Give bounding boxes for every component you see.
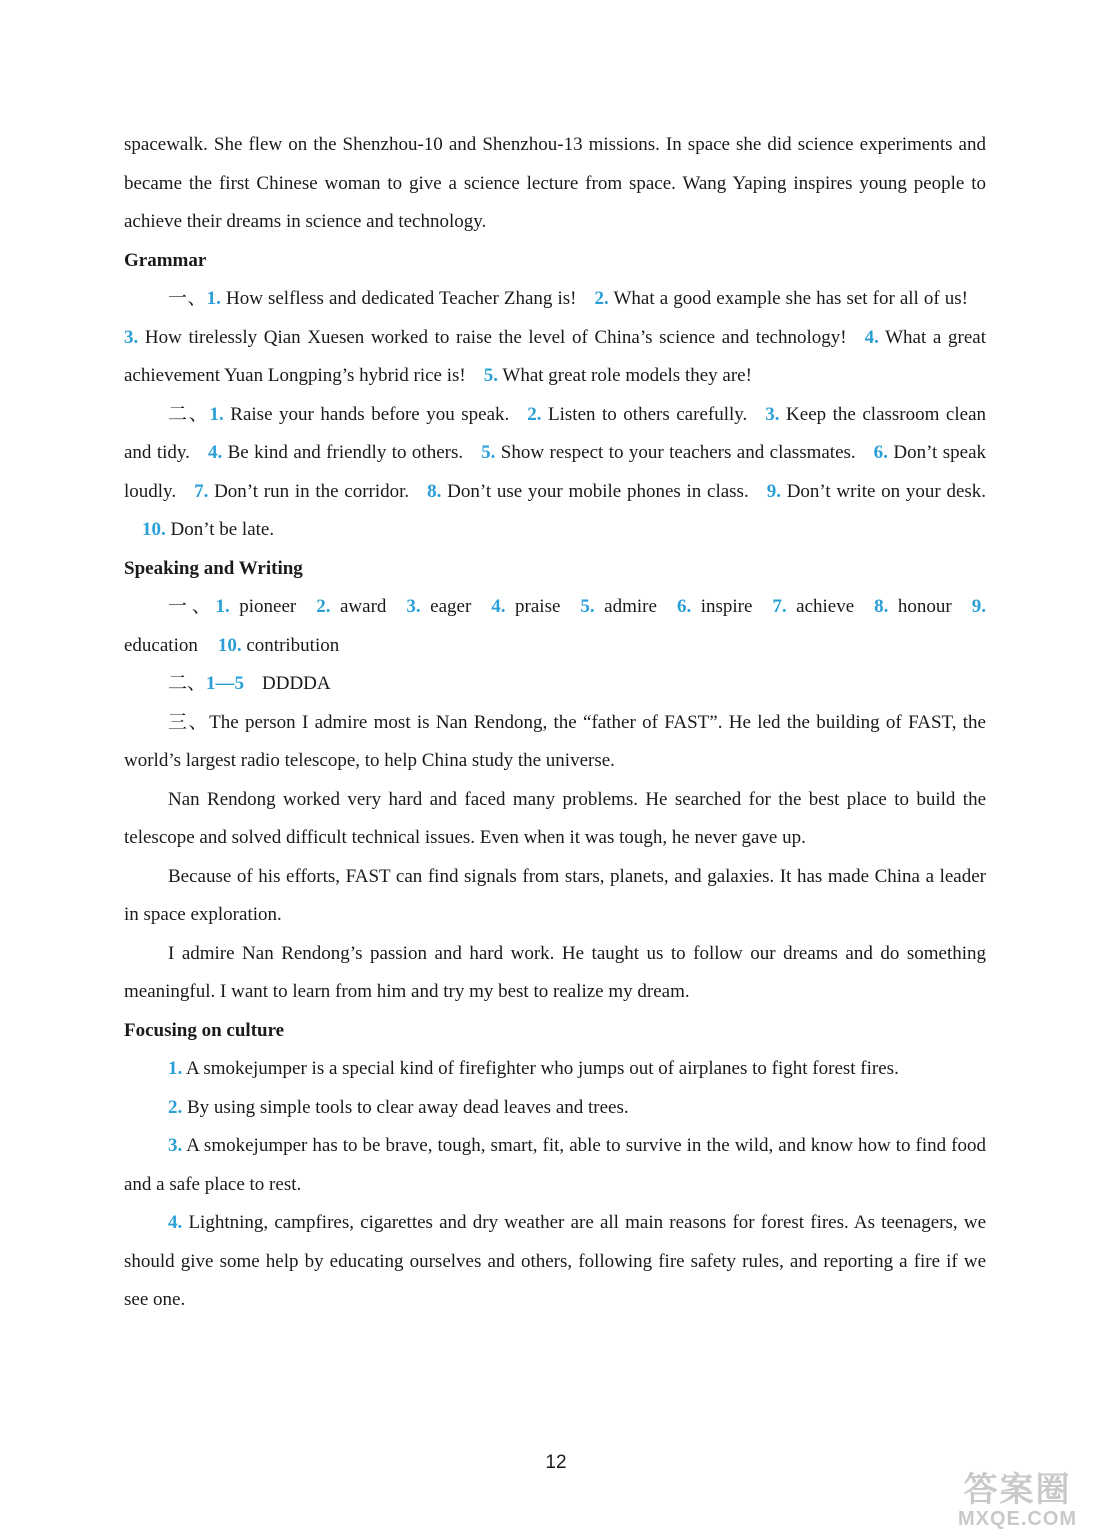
- item-text: How tirelessly Qian Xuesen worked to raise the level of China’s science and technology!: [144, 326, 847, 348]
- speaking-part1: [124, 588, 986, 665]
- item-number: 9.: [766, 480, 781, 502]
- item-number: 3.: [168, 1135, 183, 1156]
- item-number: 3.: [406, 596, 421, 617]
- item-text: contribution: [246, 634, 340, 656]
- item-text: What a great achievement Yuan Longping’s hybrid rice is!: [124, 326, 986, 386]
- essay-text: The person I admire most is Nan Rendong, the “father of FAST”. He led the building of FAST, the world’s largest radio telescope, to help China study the universe.: [124, 711, 986, 771]
- item-text: What great role models they are!: [502, 365, 752, 386]
- item-number: 8.: [874, 596, 889, 617]
- item-text: Don’t run in the corridor.: [214, 480, 410, 502]
- grammar-heading: Grammar: [124, 249, 207, 271]
- item-number: 10.: [142, 519, 166, 540]
- item-text: Don’t speak loudly.: [124, 442, 987, 502]
- item-number: 1.: [168, 1058, 183, 1079]
- item-number: 5.: [483, 365, 498, 386]
- item-number: 7.: [194, 480, 209, 502]
- speaking-part3-paragraph-2: Nan Rendong worked very hard and faced many problems. He searched for the best place to build the telescope and solved difficult technical issues. Even when it was tough, he never gave up.: [124, 788, 986, 848]
- item-text: What a good example she has set for all of us!: [613, 288, 969, 309]
- item-text: inspire: [700, 596, 753, 617]
- culture-item-3: [124, 1127, 986, 1204]
- item-text: education: [124, 634, 198, 656]
- answer-page: [124, 126, 986, 1320]
- page-number: 12: [545, 1452, 567, 1473]
- item-text: eager: [430, 596, 472, 617]
- item-text: Lightning, campfires, cigarettes and dry weather are all main reasons for forest fires. As teenagers, we should give some help by educating ourselves and others, following fire safety rules, and reporting a fire if we see one.: [124, 1212, 987, 1310]
- item-range: 1—5: [206, 673, 245, 694]
- item-text: How selfless and dedicated Teacher Zhang is!: [225, 288, 577, 309]
- item-text: honour: [897, 596, 952, 617]
- item-number: 5.: [481, 442, 496, 463]
- item-text: Don’t use your mobile phones in class.: [447, 480, 749, 502]
- item-number: 3.: [765, 403, 780, 425]
- item-number: 5.: [580, 596, 595, 617]
- section-marker: 二、: [168, 403, 210, 425]
- speaking-heading: Speaking and Writing: [124, 557, 303, 579]
- item-number: 1.: [215, 596, 230, 617]
- item-text: Show respect to your teachers and classmates.: [500, 442, 856, 463]
- item-number: 4.: [168, 1212, 183, 1233]
- item-text: Keep the classroom clean and tidy.: [124, 403, 986, 463]
- item-number: 2.: [527, 403, 542, 425]
- item-number: 2.: [316, 596, 331, 617]
- item-number: 1.: [209, 403, 224, 425]
- item-number: 4.: [491, 596, 506, 617]
- item-text: achieve: [796, 596, 855, 617]
- section-marker: 一、: [168, 596, 216, 617]
- item-number: 6.: [676, 596, 692, 617]
- culture-item-1: [124, 1050, 986, 1089]
- culture-heading: Focusing on culture: [124, 1019, 285, 1041]
- item-number: 1.: [206, 288, 221, 309]
- item-number: 8.: [427, 480, 442, 502]
- item-number: 2.: [168, 1096, 183, 1118]
- culture-item-4: [124, 1204, 986, 1320]
- grammar-part1: [124, 280, 986, 396]
- item-text: By using simple tools to clear away dead leaves and trees.: [187, 1096, 629, 1118]
- watermark-logo-text: 答案圈: [963, 1471, 1072, 1509]
- item-text: praise: [515, 596, 561, 617]
- speaking-part3-paragraph-4: I admire Nan Rendong’s passion and hard work. He taught us to follow our dreams and do something meaningful. I want to learn from him and try my best to realize my dream.: [124, 942, 986, 1002]
- item-text: Don’t write on your desk.: [786, 480, 987, 502]
- item-number: 6.: [873, 442, 888, 463]
- item-number: 10.: [217, 634, 242, 656]
- answer-letters: DDDDA: [262, 673, 331, 694]
- item-text: admire: [604, 596, 657, 617]
- intro-paragraph: spacewalk. She flew on the Shenzhou-10 and Shenzhou-13 missions. In space she did science experiments and became the first Chinese woman to give a science lecture from space. Wang Yaping inspires young people to achieve their dreams in science and technology.: [124, 134, 986, 232]
- section-marker: 二、: [168, 673, 207, 694]
- section-marker: 三、: [168, 711, 210, 733]
- item-text: Be kind and friendly to others.: [227, 442, 464, 463]
- item-number: 4.: [207, 442, 223, 463]
- item-text: A smokejumper is a special kind of firefighter who jumps out of airplanes to fight forest fires.: [185, 1058, 899, 1079]
- item-text: Listen to others carefully.: [548, 403, 748, 425]
- speaking-part3-paragraph-1: [124, 704, 986, 781]
- item-text: Don’t be late.: [170, 519, 275, 540]
- culture-item-2: [124, 1089, 986, 1128]
- item-text: Raise your hands before you speak.: [230, 403, 510, 425]
- watermark-url: MXQE.COM: [957, 1508, 1078, 1530]
- item-number: 7.: [772, 596, 787, 617]
- item-number: 4.: [864, 326, 879, 348]
- speaking-part2: [124, 665, 986, 704]
- item-number: 3.: [124, 326, 139, 348]
- grammar-part2: [124, 396, 986, 550]
- speaking-part3-paragraph-3: Because of his efforts, FAST can find signals from stars, planets, and galaxies. It has made China a leader in space exploration.: [124, 865, 986, 925]
- item-text: A smokejumper has to be brave, tough, smart, fit, able to survive in the wild, and know how to find food and a safe place to rest.: [124, 1135, 986, 1195]
- item-number: 9.: [971, 596, 986, 617]
- item-text: award: [339, 596, 387, 617]
- section-marker: 一、: [168, 288, 207, 309]
- watermark-logo: [930, 1472, 1105, 1532]
- item-text: pioneer: [239, 596, 297, 617]
- item-number: 2.: [594, 288, 609, 309]
